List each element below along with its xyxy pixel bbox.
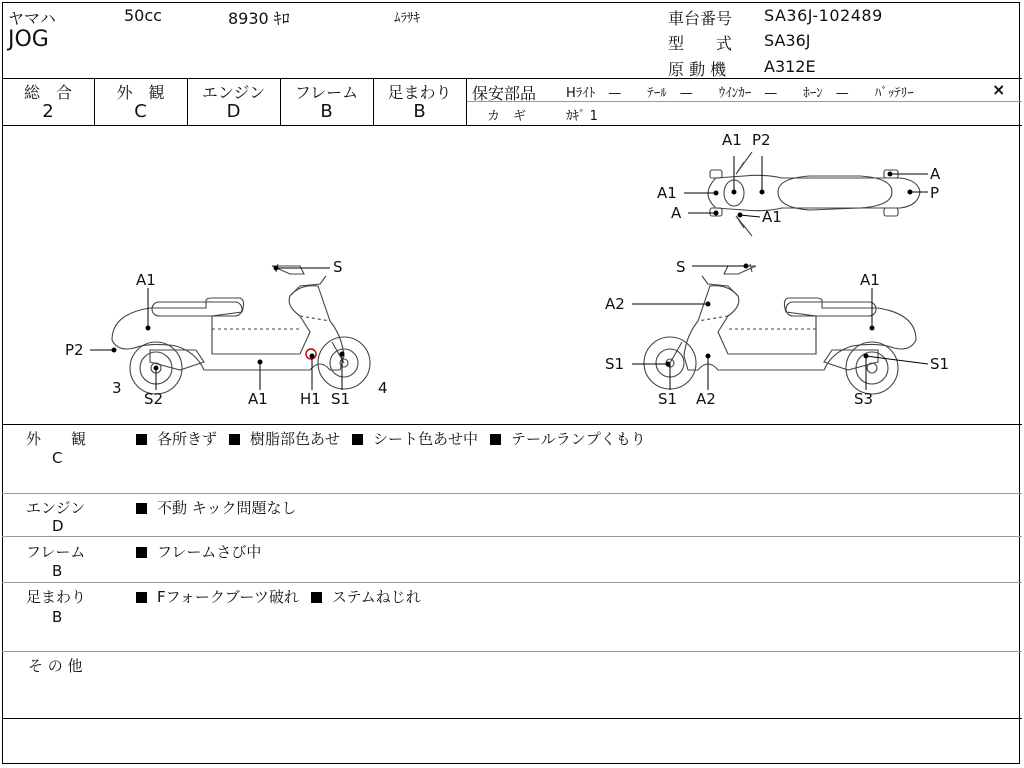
maker: ヤマハ	[8, 9, 56, 28]
label-left-4: 4	[378, 379, 388, 397]
battery-missing-mark: ×	[992, 80, 1006, 99]
bullet-icon	[490, 434, 501, 445]
notes-frame-grade: B	[52, 562, 63, 580]
notes-top-border	[2, 424, 1022, 425]
label-left-a1-bottom: A1	[248, 390, 268, 408]
engine-grade: D	[226, 101, 241, 122]
note-item: 不動 キック問題なし	[157, 499, 297, 517]
label-left-s2: S2	[144, 390, 164, 408]
frame-grade: B	[320, 101, 333, 122]
model-name: JOG	[8, 27, 49, 52]
bullet-icon	[136, 434, 147, 445]
scooter-top-view	[708, 152, 920, 236]
notes-divider	[2, 493, 1022, 494]
safety-label: 保安部品	[472, 84, 537, 103]
notes-exterior-label: 外 観	[26, 430, 87, 448]
suspension-grade: B	[413, 101, 426, 122]
key-value: ｶｷﾞ 1	[566, 109, 598, 124]
safety-divider	[466, 101, 1022, 102]
notes-engine-label: エンジン	[26, 499, 86, 517]
label-right-s3: S3	[854, 390, 874, 408]
engine-model-value: A312E	[764, 57, 816, 76]
notes-divider	[2, 536, 1022, 537]
engine-model-label: 原 動 機	[668, 60, 727, 79]
frame-label: フレーム	[294, 83, 359, 102]
note-item: 各所きず	[157, 430, 218, 448]
note-item: Fフォークブーツ破れ	[157, 588, 299, 606]
notes-other-label: そ の 他	[28, 657, 83, 675]
bullet-icon	[229, 434, 240, 445]
note-item: ステムねじれ	[331, 588, 421, 606]
notes-frame-items	[136, 541, 273, 562]
notes-engine-items	[136, 497, 308, 518]
note-item: フレームさび中	[157, 543, 262, 561]
label-right-a1-top: A1	[860, 271, 880, 289]
label-left-p2: P2	[65, 341, 84, 359]
type-value: SA36J	[764, 31, 811, 50]
damage-diagram	[0, 126, 1022, 424]
label-left-3: 3	[112, 379, 122, 397]
label-right-a2-top: A2	[605, 295, 625, 313]
bullet-icon	[136, 592, 147, 603]
note-item: テールランプくもり	[511, 430, 646, 448]
engine-label: エンジン	[201, 83, 266, 102]
notes-suspension-grade: B	[52, 608, 63, 626]
notes-exterior-grade: C	[52, 449, 63, 467]
bullet-icon	[311, 592, 322, 603]
label-left-a1-top: A1	[136, 271, 156, 289]
notes-bottom-border	[2, 718, 1022, 719]
bullet-icon	[136, 503, 147, 514]
label-top-p-right: P	[930, 184, 940, 202]
label-left-s: S	[333, 258, 343, 276]
displacement: 50cc	[124, 6, 162, 25]
grade-col-divider	[466, 78, 467, 125]
label-right-s: S	[676, 258, 686, 276]
label-right-s1-right: S1	[930, 355, 950, 373]
color: ﾑﾗｻｷ	[394, 11, 420, 26]
exterior-grade: C	[134, 101, 147, 122]
label-right-a2-bottom: A2	[696, 390, 716, 408]
label-right-s1-left: S1	[605, 355, 625, 373]
label-left-s1: S1	[331, 390, 351, 408]
overall-label: 総 合	[23, 83, 72, 102]
frame-no-label: 車台番号	[668, 9, 733, 28]
bullet-icon	[352, 434, 363, 445]
label-top-a1-left: A1	[657, 184, 677, 202]
notes-divider	[2, 651, 1022, 652]
safety-items: Hﾗｲﾄ — ﾃｰﾙ — ｳｲﾝｶｰ — ﾎｰﾝ — ﾊﾞｯﾃﾘｰ	[566, 86, 914, 101]
label-top-p2: P2	[752, 131, 771, 149]
label-top-a-right: A	[930, 165, 941, 183]
overall-grade: 2	[42, 101, 54, 122]
label-top-a1-right: A1	[762, 208, 782, 226]
grade-table-top	[2, 78, 1022, 79]
notes-engine-grade: D	[52, 517, 64, 535]
mileage: 8930 ｷﾛ	[228, 9, 290, 28]
exterior-label: 外 観	[116, 83, 165, 102]
bullet-icon	[136, 547, 147, 558]
notes-frame-label: フレーム	[26, 543, 86, 561]
notes-divider	[2, 582, 1022, 583]
label-left-h1: H1	[300, 390, 321, 408]
notes-exterior-items	[136, 428, 658, 449]
notes-suspension-label: 足まわり	[26, 588, 87, 606]
frame-no: SA36J-102489	[764, 6, 883, 25]
label-top-a1-top: A1	[722, 131, 742, 149]
key-label: カ ギ	[487, 109, 527, 124]
suspension-label: 足まわり	[387, 83, 452, 102]
type-label: 型 式	[668, 34, 733, 53]
note-item: シート色あせ中	[373, 430, 479, 448]
notes-suspension-items	[136, 586, 433, 607]
label-right-s1-bottom: S1	[658, 390, 678, 408]
note-item: 樹脂部色あせ	[250, 430, 341, 448]
label-top-a-left: A	[671, 204, 682, 222]
